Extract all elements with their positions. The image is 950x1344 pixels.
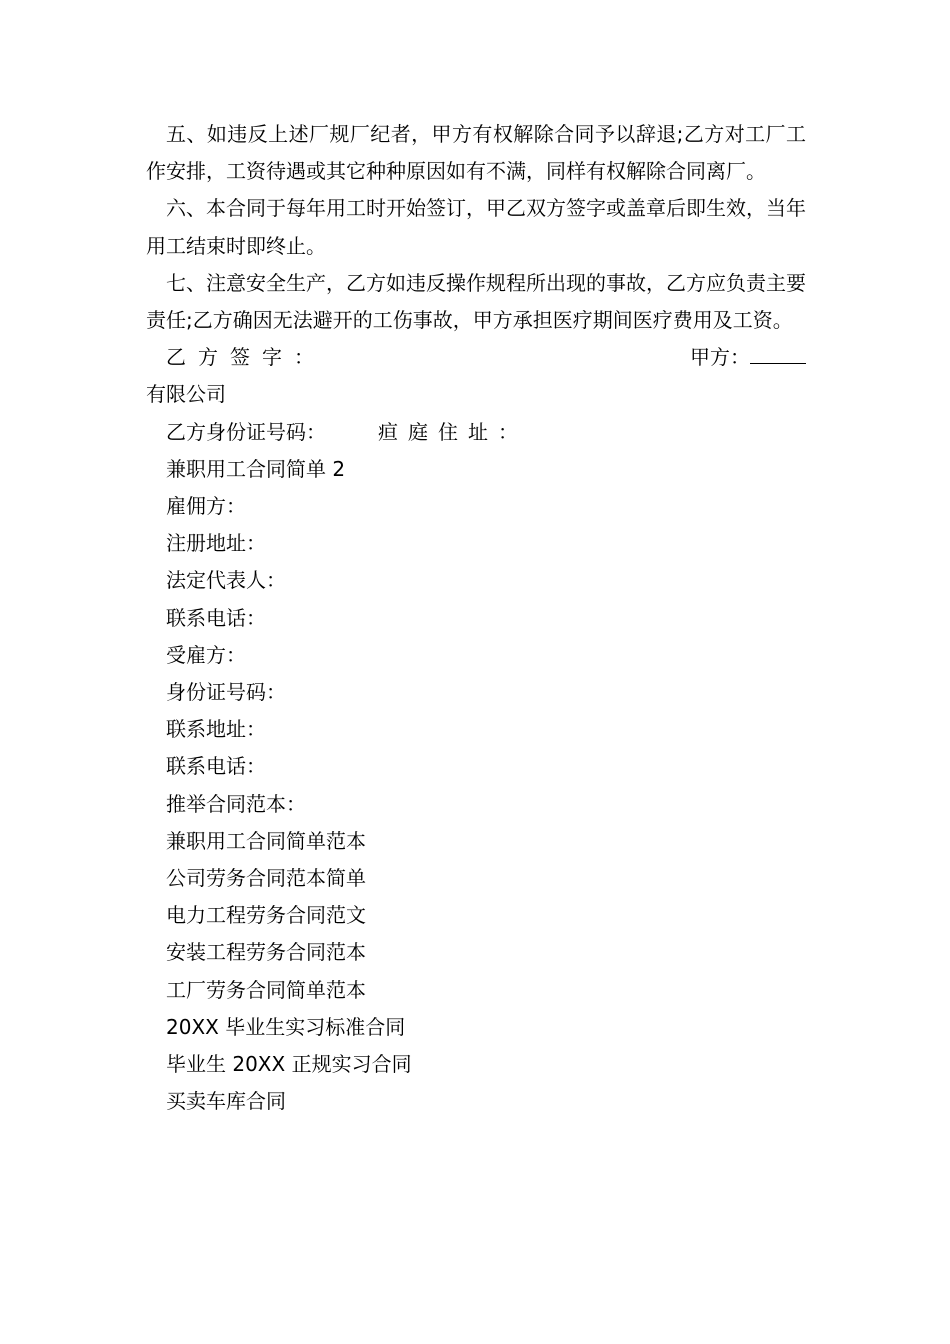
id-address-row: [146, 414, 806, 451]
contract-2-title: 兼职用工合同简单 2: [166, 456, 346, 481]
recommendation-item[interactable]: 电力工程劳务合同范文: [166, 903, 366, 928]
clause-6: 六、本合同于每年用工时开始签订，甲乙双方签字或盖章后即生效，当年用工结束时即终止。: [146, 196, 806, 258]
party-a-signature: [690, 339, 806, 376]
party-b-signature-label: 乙方签字：: [166, 345, 326, 370]
field-employer: 雇佣方：: [166, 494, 246, 519]
id-number-label: 乙方身份证号码：: [166, 419, 326, 444]
field-contact-address: 联系地址：: [166, 717, 266, 742]
address-label: 疸庭住址：: [378, 419, 528, 444]
contract-fields: [146, 488, 806, 786]
recommendation-item[interactable]: 买卖车库合同: [166, 1089, 286, 1114]
recommendation-item[interactable]: 安装工程劳务合同范本: [166, 940, 366, 965]
party-a-blank-line: [750, 343, 806, 364]
field-employer-phone: 联系电话：: [166, 605, 266, 630]
field-employee-phone: 联系电话：: [166, 754, 266, 779]
field-employee: 受雇方：: [166, 642, 246, 667]
recommend-label: 推举合同范本：: [166, 791, 306, 816]
recommendation-item[interactable]: 20XX 毕业生实习标准合同: [166, 1014, 406, 1039]
recommendation-item[interactable]: 工厂劳务合同简单范本: [166, 977, 366, 1002]
recommendation-item[interactable]: 毕业生 20XX 正规实习合同: [166, 1052, 412, 1077]
clause-5: 五、如违反上述厂规厂纪者，甲方有权解除合同予以辞退;乙方对工厂工作安排，工资待遇或其它种种原因如有不满，同样有权解除合同离厂。: [146, 122, 806, 184]
document-body: [146, 116, 806, 1120]
signature-row: [146, 339, 806, 376]
recommendation-item[interactable]: 公司劳务合同范本简单: [166, 866, 366, 891]
party-a-label: 甲方：: [690, 345, 750, 370]
clause-7: 七、注意安全生产，乙方如违反操作规程所出现的事故，乙方应负责主要责任;乙方确因无法避开的工伤事故，甲方承担医疗期间医疗费用及工资。: [146, 270, 806, 333]
field-id-number: 身份证号码：: [166, 680, 286, 705]
field-registered-address: 注册地址：: [166, 531, 266, 556]
field-legal-representative: 法定代表人：: [166, 568, 286, 593]
recommendation-item[interactable]: 兼职用工合同简单范本: [166, 828, 366, 853]
recommendation-list: [146, 823, 806, 1121]
company-suffix: 有限公司: [146, 382, 226, 407]
